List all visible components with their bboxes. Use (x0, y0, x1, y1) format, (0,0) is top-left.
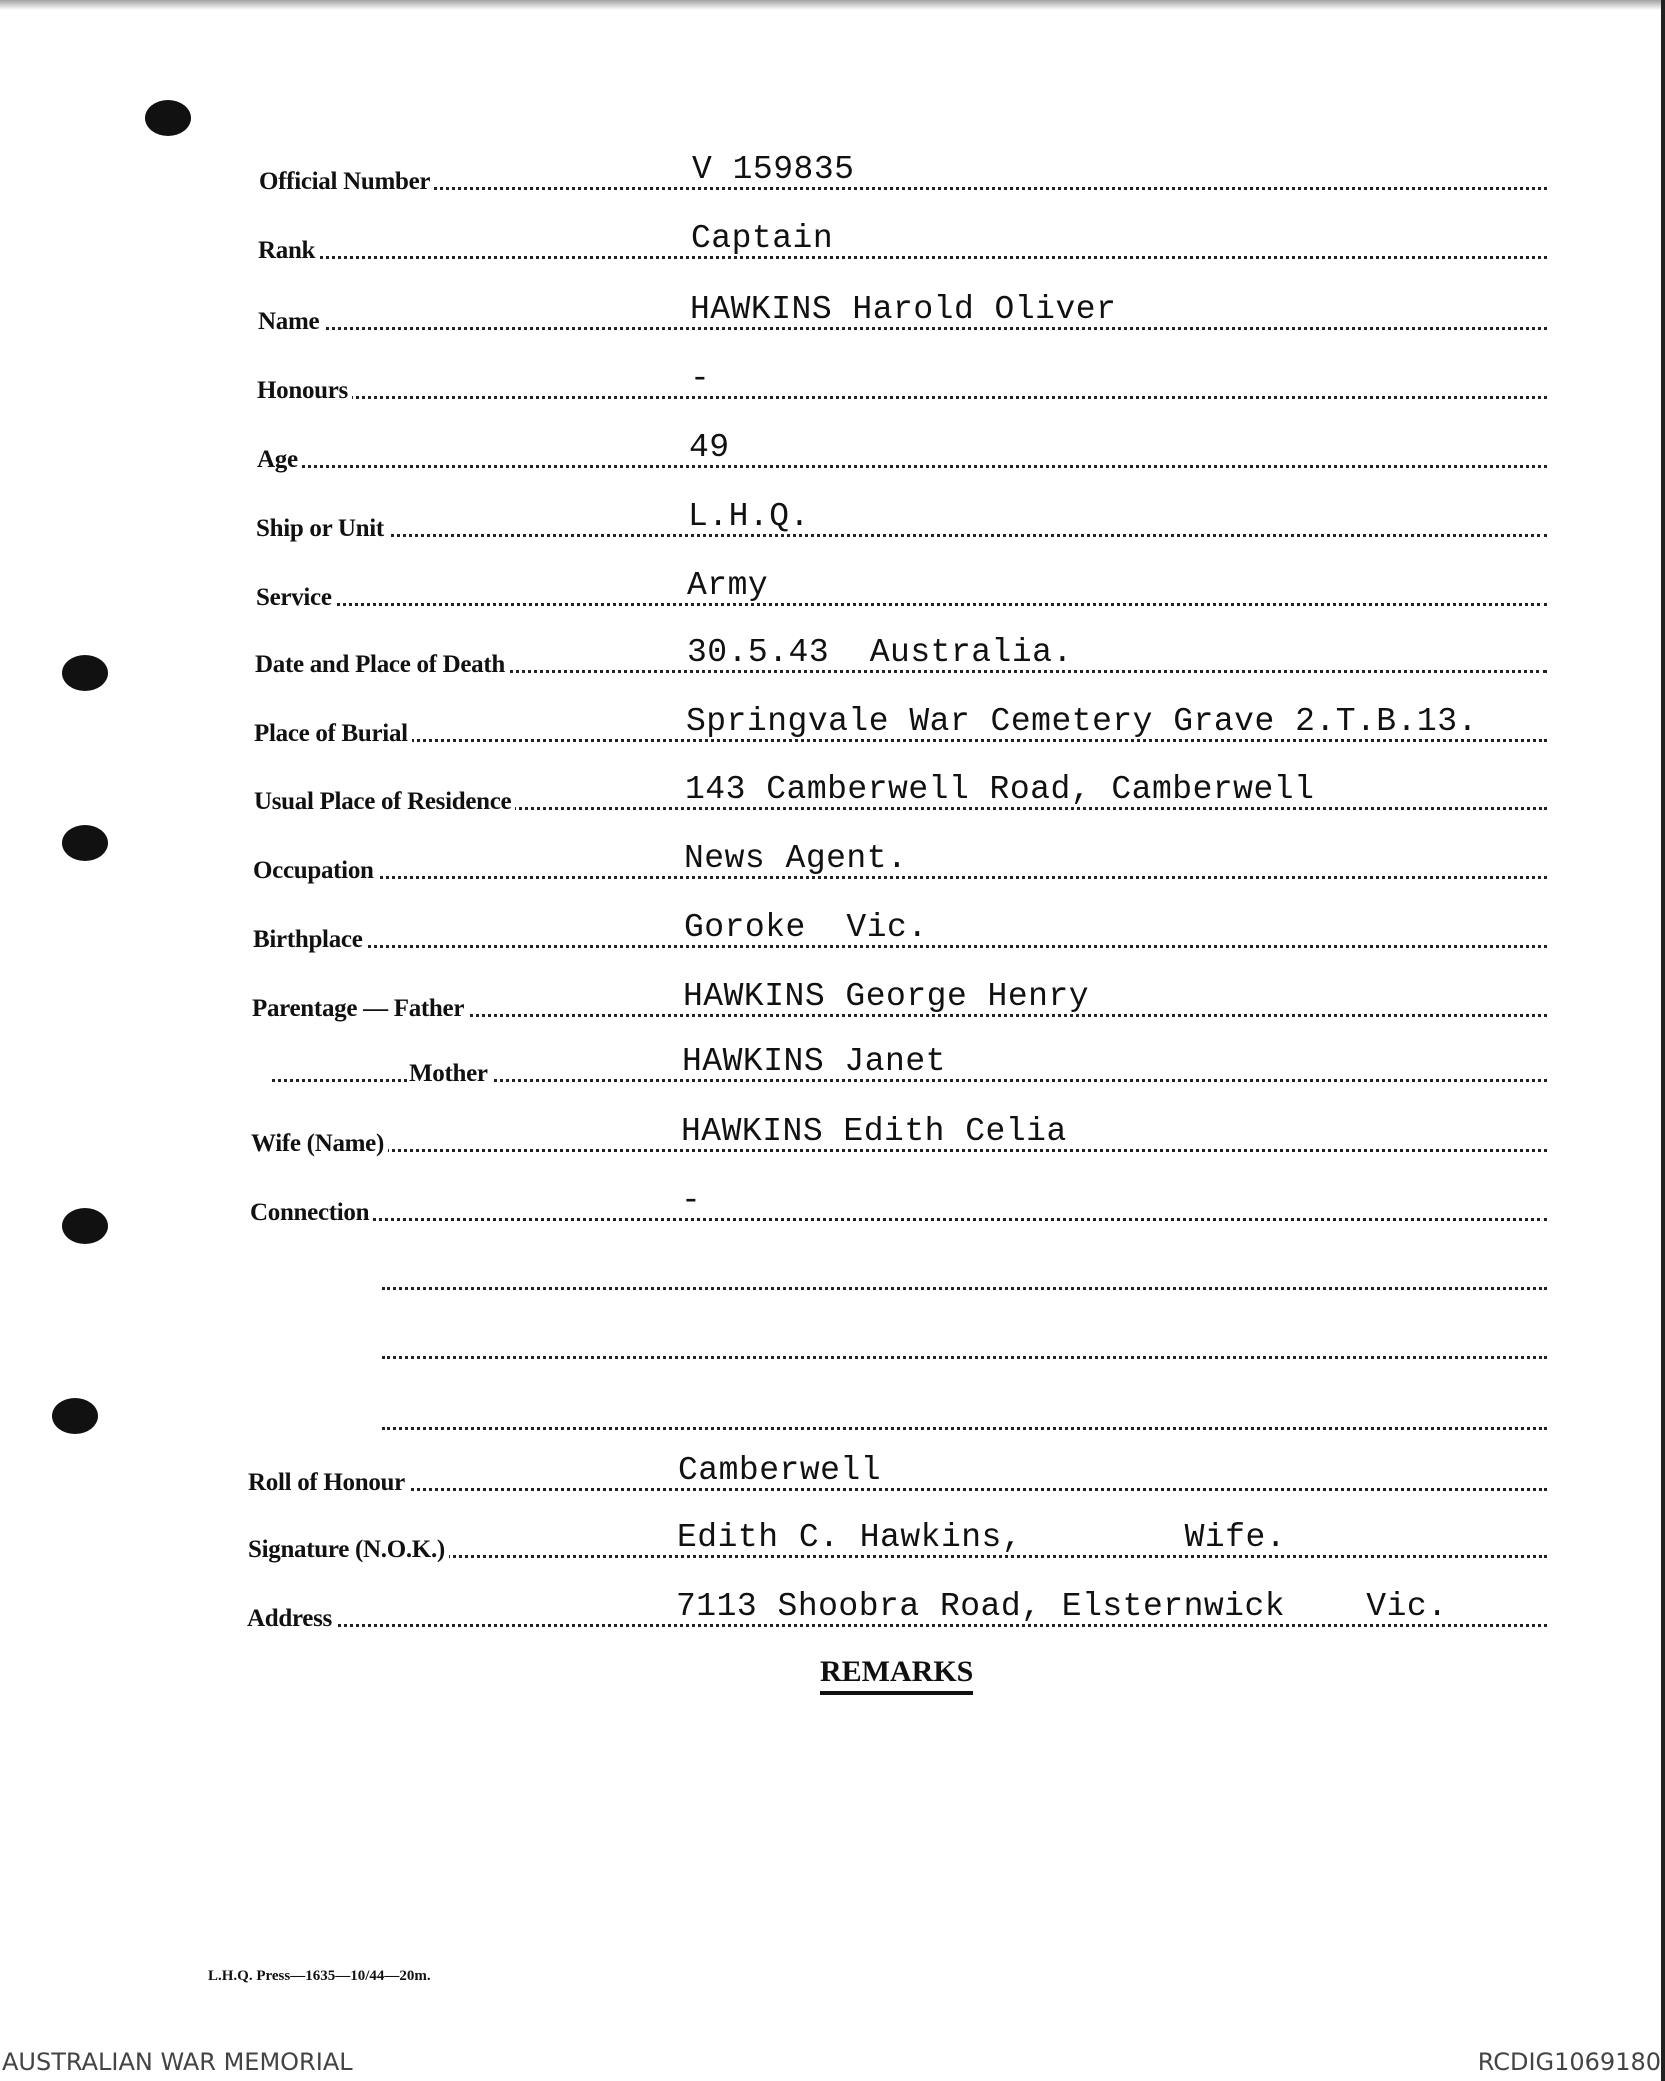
field-label: Ship or Unit (256, 515, 388, 543)
form-row (0, 898, 1665, 958)
field-value: 30.5.43 Australia. (687, 634, 1073, 671)
field-value: Army (687, 567, 769, 604)
form-row (0, 487, 1665, 547)
form-row (0, 692, 1665, 752)
field-value: Springvale War Cemetery Grave 2.T.B.13. (686, 703, 1478, 740)
dotted-line (276, 534, 1547, 537)
dotted-line (276, 603, 1547, 606)
field-value: HAWKINS Janet (682, 1043, 946, 1080)
form-row (0, 1032, 1665, 1092)
field-value: Captain (691, 220, 834, 257)
field-value: Goroke Vic. (684, 909, 928, 946)
field-label: Roll of Honour (248, 1469, 409, 1497)
field-label: Usual Place of Residence (254, 788, 515, 816)
field-value: Edith C. Hawkins, Wife. (677, 1519, 1287, 1556)
field-value: 7113 Shoobra Road, Elsternwick Vic. (676, 1588, 1448, 1625)
field-value: HAWKINS George Henry (683, 978, 1090, 1015)
form-row (0, 1441, 1665, 1501)
field-label: Wife (Name) (251, 1130, 388, 1158)
punch-hole (145, 100, 191, 136)
form-row (0, 556, 1665, 616)
field-label: Mother (409, 1060, 492, 1088)
dotted-line (382, 1287, 1547, 1290)
field-value: L.H.Q. (688, 498, 810, 535)
form-row (0, 1508, 1665, 1568)
field-value: - (681, 1182, 702, 1219)
dotted-line (270, 1218, 1547, 1221)
field-label: Name (258, 308, 323, 336)
dotted-line (382, 1427, 1547, 1430)
field-label: Birthplace (253, 926, 367, 954)
field-value: V 159835 (692, 151, 855, 188)
dotted-line (382, 1356, 1547, 1359)
field-label: Occupation (253, 857, 378, 885)
form-row (0, 1380, 1665, 1440)
field-label: Official Number (259, 168, 434, 196)
dotted-line (277, 465, 1547, 468)
form-row (0, 1240, 1665, 1300)
scan-top-edge (0, 0, 1665, 10)
footer-reference: RCDIG1069180 (1477, 2048, 1661, 2076)
dotted-line (279, 187, 1547, 190)
field-label: Address (247, 1605, 336, 1633)
field-value: Camberwell (678, 1452, 882, 1489)
field-value: 143 Camberwell Road, Camberwell (685, 771, 1315, 808)
dotted-line (277, 396, 1547, 399)
form-row (0, 1171, 1665, 1231)
field-label: Date and Place of Death (255, 651, 509, 679)
press-mark: L.H.Q. Press—1635—10/44—20m. (208, 1968, 431, 1984)
field-value: HAWKINS Edith Celia (681, 1113, 1067, 1150)
form-row (0, 829, 1665, 889)
field-label: Parentage — Father (252, 995, 468, 1023)
dotted-line (273, 876, 1547, 879)
form-row (0, 1577, 1665, 1637)
field-value: 49 (689, 429, 730, 466)
field-label: Age (257, 446, 302, 474)
form-row (0, 418, 1665, 478)
form-row (0, 760, 1665, 820)
form-row (0, 1102, 1665, 1162)
remarks-heading: REMARKS (820, 1655, 973, 1695)
form-row (0, 1309, 1665, 1369)
field-label: Connection (250, 1199, 373, 1227)
footer-institution: AUSTRALIAN WAR MEMORIAL (2, 2048, 353, 2076)
field-value: News Agent. (684, 840, 908, 877)
field-label: Honours (257, 377, 352, 405)
field-label: Rank (258, 237, 319, 265)
form-row (0, 140, 1665, 200)
form-row (0, 623, 1665, 683)
field-label: Place of Burial (254, 720, 412, 748)
form-row (0, 349, 1665, 409)
dotted-line (278, 256, 1547, 259)
dotted-line (268, 1488, 1547, 1491)
field-label: Signature (N.O.K.) (248, 1536, 449, 1564)
field-label: Service (256, 584, 336, 612)
form-row (0, 209, 1665, 269)
field-value: HAWKINS Harold Oliver (690, 291, 1117, 328)
field-value: - (690, 360, 711, 397)
form-row (0, 280, 1665, 340)
form-row (0, 967, 1665, 1027)
